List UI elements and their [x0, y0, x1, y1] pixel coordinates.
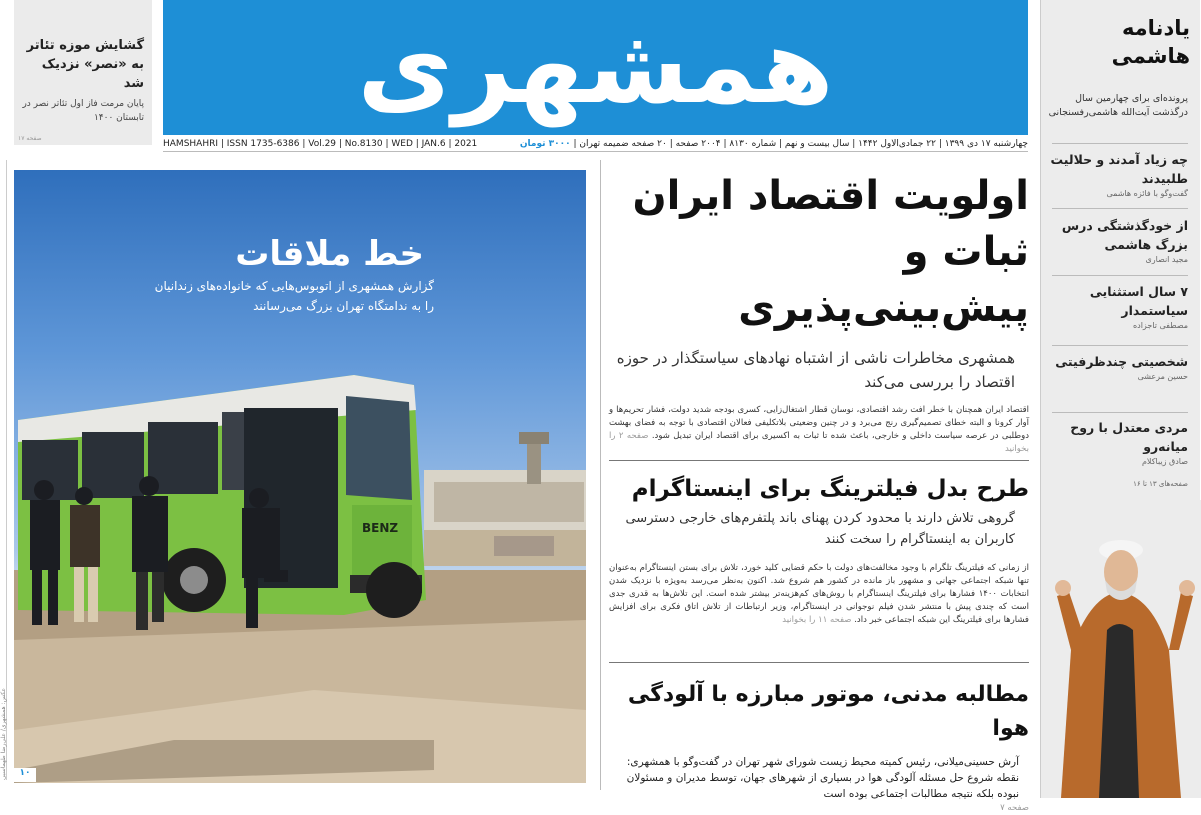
list-item[interactable] [1048, 216, 1188, 266]
divider [1052, 412, 1188, 413]
list-item[interactable] [1048, 352, 1188, 383]
item-author: مجید انصاری [1145, 255, 1188, 264]
item-title: ۷ سال استثنایی سیاستمدار [1089, 284, 1188, 318]
story2-headline: طرح بدل فیلترینگ برای اینستاگرام [631, 476, 1029, 502]
main-body-text: اقتصاد ایران همچنان با خطر افت رشد اقتصادی، نوسان قطار اشتغال‌زایی، کسری بودجه شدید دولت، فشار تحریم‌ها و آوار کرونا و البته خطای تصمیم‌گیری رنج می‌برد و در چنین وضعیتی بلاتکلیفی فعالان اقتصادی با توجه به فضای بهشت دوطلبی در عرصه سیاست داخلی و خارجی، باعث شده تا ثبات به اکسیری برای اقتصاد ایران تبدیل شود. [609, 405, 1030, 441]
story3-body [609, 802, 1029, 815]
dateline-persian-text: چهارشنبه ۱۷ دی ۱۳۹۹ | ۲۲ جمادی‌الاول ۱۴۴۲ | سال بیست و نهم | شماره ۸۱۳۰ | ۲۰۰۴ صفحه | ۲۰ صفحه ضمیمه تهران | [573, 139, 1028, 149]
story3-headline: مطالبه مدنی، موتور مبارزه با آلودگی هوا [627, 682, 1029, 741]
pages-ref[interactable]: صفحه‌های ۱۳ تا ۱۶ [1133, 480, 1188, 488]
divider [1052, 345, 1188, 346]
teaser-page: صفحه ۱۷ [18, 135, 42, 142]
main-body [609, 404, 1029, 456]
story3-ref[interactable]: صفحه ۷ [1000, 803, 1029, 813]
main-story[interactable] [609, 168, 1029, 456]
list-item[interactable] [1048, 150, 1188, 200]
item-author: صادق زیباکلام [1141, 457, 1188, 466]
story2-body-text: از زمانی که فیلترینگ تلگرام با وجود مخالفت‌های دولت با حکم قضایی کلید خورد، تلاش برای بستن اینستاگرام به‌عنوان تنها شبکه اجتماعی جهانی و مشهور باز مانده در کشور هم شروع شد. اکنون به‌نظر می‌رسد به‌ویژه با نزدیک شدن انتخابات ۱۴۰۰ فشارها برای فیلترینگ اینستاگرام با روش‌های کم‌هزینه‌تر بیشتر شده است. این تلاش‌ها به قدری جدی است که چندی پیش با منتشر شدن فیلم نوجوانی در اینستاگرام، وزیر ارتباطات از تلاش اتاق فکری برای افزایش فشارها برای فیلترینگ این شبکه اجتماعی خبر داد. [609, 563, 1029, 625]
memorial-heading: یادنامه هاشمی [1111, 16, 1190, 68]
story2-ref[interactable]: صفحه ۱۱ را بخوانید [782, 615, 852, 625]
divider [609, 662, 1029, 663]
portrait-photo [1041, 500, 1201, 798]
divider [609, 460, 1029, 461]
item-title: مردی معتدل با روح میانه‌رو [1070, 420, 1188, 454]
price: ۳۰۰۰ تومان [519, 139, 571, 149]
item-title: چه زیاد آمدند و حلالیت طلبیدند [1050, 152, 1188, 186]
center-column [600, 160, 1030, 813]
list-item[interactable] [1048, 282, 1188, 332]
dateline-english: HAMSHAHRI | ISSN 1735-6386 | Vol.29 | No.8130 | WED | JAN.6 | 2021 [163, 139, 478, 149]
page-number: ۱۰ [14, 768, 36, 782]
item-author: گفت‌وگو با فائزه هاشمی [1106, 189, 1188, 198]
masthead-logo[interactable] [163, 0, 1028, 135]
photo-story-title: خط ملاقات [235, 234, 424, 274]
main-headline: اولویت اقتصاد ایران ثبات و پیش‌بینی‌پذیری [632, 173, 1029, 331]
right-column [1040, 0, 1200, 798]
dateline-persian [520, 139, 1028, 149]
list-item[interactable] [1048, 418, 1188, 468]
dateline [163, 138, 1028, 152]
photo-story[interactable] [14, 170, 586, 783]
memorial-intro: پرونده‌ای برای چهارمین سال درگذشت آیت‌الله هاشمی‌رفسنجانی [1048, 93, 1188, 118]
main-deck: همشهری مخاطرات ناشی از اشتباه نهادهای سیاستگذار در حوزه اقتصاد را بررسی می‌کند [616, 349, 1015, 391]
photo-story-sub: گزارش همشهری از اتوبوس‌هایی که خانواده‌های زندانیان را به ندامتگاه تهران بزرگ می‌رسانند [154, 279, 434, 313]
main-ref[interactable]: صفحه ۲ را بخوانید [609, 431, 1029, 454]
teaser-title: گشایش موزه تئاتر به «نصر» نزدیک شد [26, 38, 144, 91]
teaser-museum[interactable] [14, 0, 152, 145]
teaser-sub: پایان مرمت فاز اول تئاتر نصر در تابستان ۱۴۰۰ [22, 99, 144, 123]
instagram-story[interactable] [609, 472, 1029, 627]
svg-text:BENZ: BENZ [362, 521, 399, 535]
photo-credit: عکس: همشهری/ علی‌رضا طهماسبی [0, 687, 7, 780]
story3-deck: آرش حسینی‌میلانی، رئیس کمیته محیط زیست شورای شهر تهران در گفت‌وگو با همشهری: نقطه شروع حل مسئله آلودگی هوا در بسیاری از شهرهای جهان، توسط مدیران و مسئولان نبوده بلکه نتیجه مطالبات اجتماعی بوده است [626, 756, 1019, 800]
item-title: شخصیتی چندظرفیتی [1055, 354, 1188, 369]
item-author: مصطفی تاجزاده [1132, 321, 1188, 330]
story2-deck: گروهی تلاش دارند با محدود کردن پهنای باند پلتفرم‌های خارجی دسترسی کاربران به اینستاگرام را سخت کنند [625, 511, 1015, 547]
air-pollution-story[interactable] [609, 678, 1029, 815]
divider [1052, 143, 1188, 144]
newspaper-logo: همشهری [357, 5, 834, 127]
divider [1052, 208, 1188, 209]
divider [1052, 275, 1188, 276]
item-author: حسین مرعشی [1137, 372, 1188, 381]
story2-body [609, 562, 1029, 627]
item-title: از خودگذشتگی درس بزرگ هاشمی [1061, 218, 1188, 252]
